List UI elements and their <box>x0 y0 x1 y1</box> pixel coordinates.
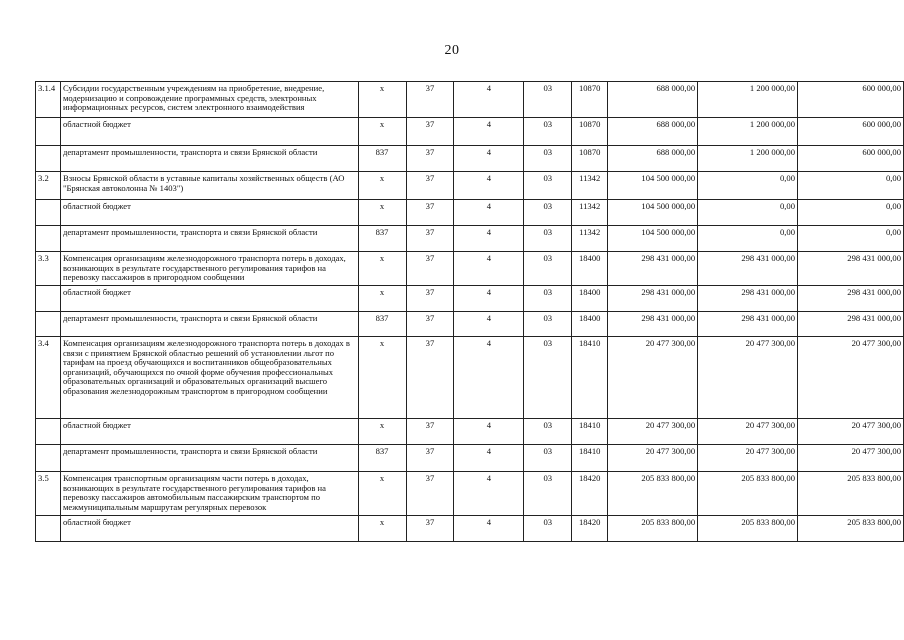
code-direction: 18410 <box>572 419 608 445</box>
amount-year-2: 298 431 000,00 <box>698 312 798 337</box>
code-subprogram: 4 <box>454 226 524 252</box>
code-subprogram: 4 <box>454 419 524 445</box>
table-row <box>36 118 904 146</box>
amount-year-1: 205 833 800,00 <box>608 472 698 516</box>
row-description: департамент промышленности, транспорта и связи Брянской области <box>60 445 358 472</box>
row-number <box>36 445 61 472</box>
code-grbs: x <box>358 472 406 516</box>
table-row <box>36 337 904 419</box>
row-number <box>36 419 61 445</box>
table-row <box>36 445 904 472</box>
code-main-event: 03 <box>524 118 572 146</box>
code-main-event: 03 <box>524 445 572 472</box>
amount-year-2: 0,00 <box>698 200 798 226</box>
code-subprogram: 4 <box>454 445 524 472</box>
amount-year-2: 1 200 000,00 <box>698 146 798 172</box>
code-direction: 18400 <box>572 252 608 286</box>
code-subprogram: 4 <box>454 516 524 542</box>
amount-year-3: 600 000,00 <box>798 146 904 172</box>
code-program: 37 <box>406 226 454 252</box>
amount-year-3: 0,00 <box>798 172 904 200</box>
code-main-event: 03 <box>524 252 572 286</box>
code-main-event: 03 <box>524 146 572 172</box>
code-subprogram: 4 <box>454 82 524 118</box>
code-grbs: x <box>358 516 406 542</box>
table-row <box>36 226 904 252</box>
code-program: 37 <box>406 312 454 337</box>
row-number <box>36 286 61 312</box>
code-grbs: 837 <box>358 226 406 252</box>
table-row <box>36 200 904 226</box>
amount-year-3: 0,00 <box>798 200 904 226</box>
code-main-event: 03 <box>524 472 572 516</box>
amount-year-3: 205 833 800,00 <box>798 472 904 516</box>
code-program: 37 <box>406 146 454 172</box>
amount-year-3: 20 477 300,00 <box>798 337 904 419</box>
row-number <box>36 226 61 252</box>
amount-year-1: 205 833 800,00 <box>608 516 698 542</box>
amount-year-3: 20 477 300,00 <box>798 419 904 445</box>
amount-year-1: 688 000,00 <box>608 82 698 118</box>
amount-year-1: 688 000,00 <box>608 118 698 146</box>
amount-year-2: 0,00 <box>698 226 798 252</box>
code-program: 37 <box>406 118 454 146</box>
amount-year-3: 298 431 000,00 <box>798 252 904 286</box>
code-direction: 18410 <box>572 445 608 472</box>
row-description: областной бюджет <box>60 286 358 312</box>
row-number <box>36 118 61 146</box>
code-program: 37 <box>406 337 454 419</box>
code-subprogram: 4 <box>454 312 524 337</box>
row-description: Субсидии государственным учреждениям на приобретение, внедрение, модернизацию и сопровождение программных средств, электронных информационных ресурсов, систем электронного взаимодействия <box>60 82 358 118</box>
row-description: Компенсация транспортным организациям части потерь в доходах, возникающих в результате государственного регулирования тарифов на перевозку пассажиров автомобильным пассажирским транспортом по межмуниципальным маршрутам регулярных перевозок <box>60 472 358 516</box>
amount-year-3: 205 833 800,00 <box>798 516 904 542</box>
code-direction: 18400 <box>572 312 608 337</box>
amount-year-1: 20 477 300,00 <box>608 445 698 472</box>
amount-year-1: 298 431 000,00 <box>608 312 698 337</box>
table-row <box>36 286 904 312</box>
code-program: 37 <box>406 172 454 200</box>
code-main-event: 03 <box>524 419 572 445</box>
row-number: 3.2 <box>36 172 61 200</box>
code-main-event: 03 <box>524 337 572 419</box>
code-subprogram: 4 <box>454 337 524 419</box>
row-number: 3.4 <box>36 337 61 419</box>
table-row <box>36 472 904 516</box>
row-description: областной бюджет <box>60 118 358 146</box>
amount-year-3: 298 431 000,00 <box>798 286 904 312</box>
amount-year-3: 0,00 <box>798 226 904 252</box>
row-description: областной бюджет <box>60 419 358 445</box>
table-row <box>36 516 904 542</box>
code-subprogram: 4 <box>454 252 524 286</box>
code-program: 37 <box>406 445 454 472</box>
amount-year-3: 298 431 000,00 <box>798 312 904 337</box>
amount-year-2: 205 833 800,00 <box>698 472 798 516</box>
amount-year-1: 298 431 000,00 <box>608 286 698 312</box>
amount-year-2: 20 477 300,00 <box>698 337 798 419</box>
amount-year-2: 20 477 300,00 <box>698 419 798 445</box>
row-number <box>36 312 61 337</box>
amount-year-2: 20 477 300,00 <box>698 445 798 472</box>
code-subprogram: 4 <box>454 118 524 146</box>
code-grbs: 837 <box>358 312 406 337</box>
code-direction: 18400 <box>572 286 608 312</box>
amount-year-2: 0,00 <box>698 172 798 200</box>
table-row <box>36 312 904 337</box>
row-description: Компенсация организациям железнодорожного транспорта потерь в доходах в связи с принятием Брянской областью решений об установлении льгот по тарифам на проезд обучающихся и воспитанников общеобразовательных организаций, обучающихся по очной форме обучения профессиональных образовательных организаций и образовательных организаций высшего образования железнодорожным транспортом в пригородном сообщении <box>60 337 358 419</box>
code-program: 37 <box>406 286 454 312</box>
code-grbs: x <box>358 118 406 146</box>
code-direction: 11342 <box>572 226 608 252</box>
code-grbs: x <box>358 337 406 419</box>
amount-year-3: 600 000,00 <box>798 118 904 146</box>
row-number <box>36 200 61 226</box>
amount-year-1: 20 477 300,00 <box>608 419 698 445</box>
row-number: 3.3 <box>36 252 61 286</box>
code-main-event: 03 <box>524 226 572 252</box>
amount-year-3: 600 000,00 <box>798 82 904 118</box>
code-grbs: x <box>358 419 406 445</box>
code-grbs: x <box>358 200 406 226</box>
amount-year-2: 1 200 000,00 <box>698 82 798 118</box>
amount-year-1: 104 500 000,00 <box>608 200 698 226</box>
amount-year-1: 298 431 000,00 <box>608 252 698 286</box>
amount-year-2: 298 431 000,00 <box>698 286 798 312</box>
amount-year-1: 688 000,00 <box>608 146 698 172</box>
table-row <box>36 172 904 200</box>
table-row <box>36 82 904 118</box>
code-grbs: x <box>358 172 406 200</box>
code-grbs: 837 <box>358 445 406 472</box>
code-subprogram: 4 <box>454 146 524 172</box>
code-program: 37 <box>406 82 454 118</box>
budget-table <box>35 81 904 542</box>
code-grbs: x <box>358 286 406 312</box>
amount-year-1: 104 500 000,00 <box>608 226 698 252</box>
code-grbs: x <box>358 252 406 286</box>
page-number: 20 <box>444 43 460 58</box>
amount-year-3: 20 477 300,00 <box>798 445 904 472</box>
row-description: Компенсация организациям железнодорожного транспорта потерь в доходах, возникающих в результате государственного регулирования тарифов на перевозку пассажиров в пригородном сообщении <box>60 252 358 286</box>
code-subprogram: 4 <box>454 286 524 312</box>
row-description: областной бюджет <box>60 516 358 542</box>
code-main-event: 03 <box>524 172 572 200</box>
code-direction: 11342 <box>572 172 608 200</box>
amount-year-2: 205 833 800,00 <box>698 516 798 542</box>
row-description: департамент промышленности, транспорта и связи Брянской области <box>60 312 358 337</box>
code-program: 37 <box>406 419 454 445</box>
amount-year-1: 20 477 300,00 <box>608 337 698 419</box>
code-direction: 18420 <box>572 516 608 542</box>
code-grbs: x <box>358 82 406 118</box>
code-subprogram: 4 <box>454 200 524 226</box>
row-number <box>36 516 61 542</box>
code-direction: 10870 <box>572 118 608 146</box>
code-program: 37 <box>406 516 454 542</box>
row-description: Взносы Брянской области в уставные капиталы хозяйственных обществ (АО "Брянская автоколонна № 1403") <box>60 172 358 200</box>
table-row <box>36 419 904 445</box>
row-number: 3.1.4 <box>36 82 61 118</box>
row-number <box>36 146 61 172</box>
row-description: областной бюджет <box>60 200 358 226</box>
code-direction: 11342 <box>572 200 608 226</box>
code-main-event: 03 <box>524 312 572 337</box>
code-program: 37 <box>406 200 454 226</box>
code-program: 37 <box>406 252 454 286</box>
row-number: 3.5 <box>36 472 61 516</box>
row-description: департамент промышленности, транспорта и связи Брянской области <box>60 146 358 172</box>
code-grbs: 837 <box>358 146 406 172</box>
code-direction: 10870 <box>572 146 608 172</box>
code-main-event: 03 <box>524 516 572 542</box>
code-main-event: 03 <box>524 286 572 312</box>
amount-year-2: 1 200 000,00 <box>698 118 798 146</box>
row-description: департамент промышленности, транспорта и связи Брянской области <box>60 226 358 252</box>
amount-year-1: 104 500 000,00 <box>608 172 698 200</box>
code-main-event: 03 <box>524 200 572 226</box>
table-row <box>36 146 904 172</box>
code-program: 37 <box>406 472 454 516</box>
code-direction: 18420 <box>572 472 608 516</box>
code-subprogram: 4 <box>454 172 524 200</box>
budget-table-body <box>36 82 904 542</box>
code-direction: 10870 <box>572 82 608 118</box>
amount-year-2: 298 431 000,00 <box>698 252 798 286</box>
code-subprogram: 4 <box>454 472 524 516</box>
code-direction: 18410 <box>572 337 608 419</box>
table-row <box>36 252 904 286</box>
code-main-event: 03 <box>524 82 572 118</box>
